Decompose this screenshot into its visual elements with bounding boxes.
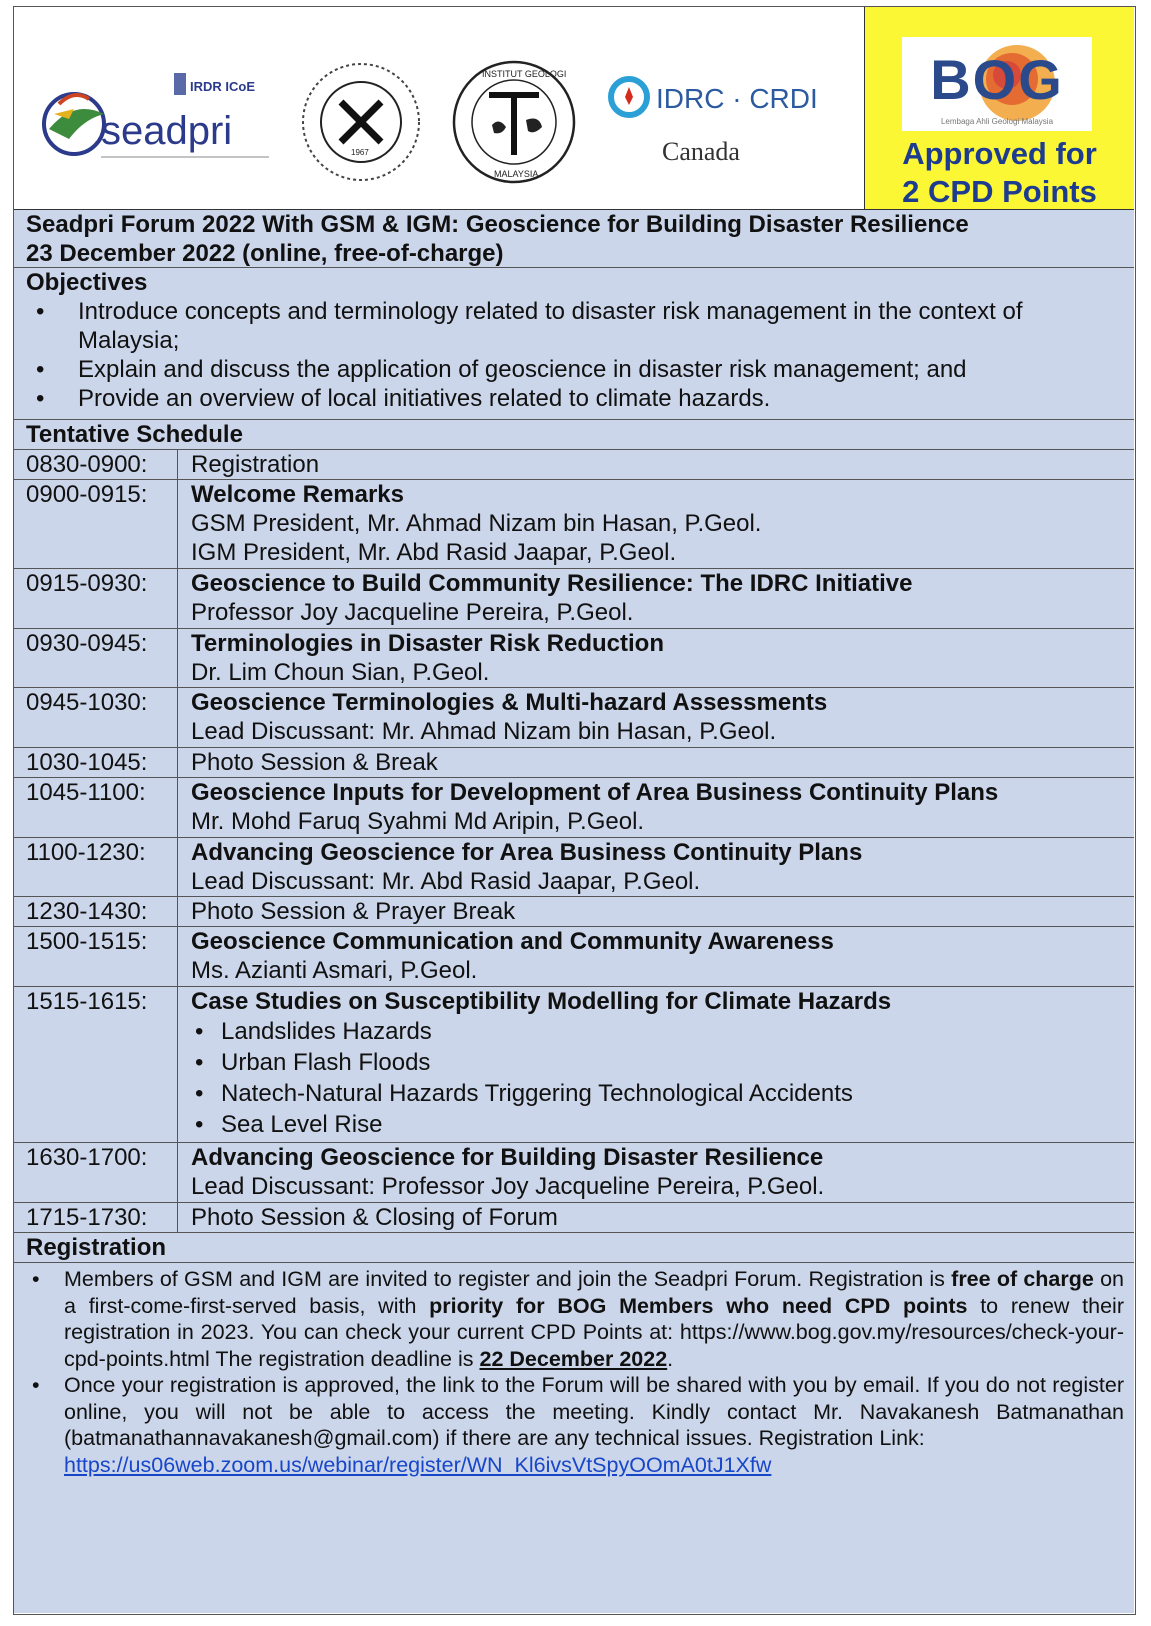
seadpri-text: seadpri — [101, 109, 233, 153]
schedule-item-title: Geoscience Communication and Community Awareness — [191, 928, 834, 955]
bog-logo — [902, 37, 1092, 131]
schedule-speaker: Dr. Lim Choun Sian, P.Geol. — [191, 659, 490, 686]
schedule-time: 1100-1230: — [26, 839, 146, 866]
schedule-speaker: Mr. Mohd Faruq Syahmi Md Aripin, P.Geol. — [191, 808, 645, 835]
reg-deadline: 22 December 2022 — [479, 1346, 668, 1371]
objectives-heading: Objectives — [26, 269, 148, 296]
schedule-item: Photo Session & Prayer Break — [191, 898, 516, 925]
reg-text: to renew their registration in 2023. You can check your current CPD Points at: https://www.bog.gov.my/resources/check-your-cpd-points.html The registration deadline is — [64, 1293, 1124, 1371]
schedule-item-title: Terminologies in Disaster Risk Reduction — [191, 630, 664, 657]
schedule-row — [14, 450, 1134, 480]
igm-top-text: INSTITUT GEOLOGI — [482, 69, 567, 79]
registration-list — [14, 1266, 1134, 1478]
idrc-text: IDRC · CRDI — [656, 83, 818, 114]
registration-heading: Registration — [26, 1234, 167, 1261]
schedule-row — [14, 987, 1134, 1143]
schedule-item-title: Advancing Geoscience for Building Disaster Resilience — [191, 1144, 824, 1171]
bog-subtitle: Lembaga Ahli Geologi Malaysia — [940, 117, 1054, 126]
schedule-item: Registration — [191, 451, 320, 478]
schedule-heading-row — [14, 420, 1134, 450]
objective-item: • Explain and discuss the application of geoscience in disaster risk management; and — [78, 355, 1124, 384]
title-line2: 23 December 2022 (online, free-of-charge) — [26, 240, 504, 267]
schedule-row — [14, 778, 1134, 838]
schedule-time: 1515-1615: — [26, 988, 148, 1015]
bog-letters: BOG — [930, 48, 1064, 111]
schedule-item: Photo Session & Break — [191, 749, 438, 776]
schedule-time: 1630-1700: — [26, 1144, 148, 1171]
schedule-item: Photo Session & Closing of Forum — [191, 1204, 558, 1231]
registration-section — [14, 1263, 1134, 1613]
cpd-line1: Approved for — [902, 136, 1097, 171]
reg-priority: priority for BOG Members who need CPD points — [429, 1293, 968, 1318]
schedule-time: 1500-1515: — [26, 928, 148, 955]
schedule-time: 0915-0930: — [26, 570, 148, 597]
schedule-row — [14, 1143, 1134, 1203]
canada-text: Canada — [662, 137, 740, 166]
registration-paragraph — [64, 1372, 1134, 1478]
schedule-speaker: Ms. Azianti Asmari, P.Geol. — [191, 957, 478, 984]
reg-free-of-charge: free of charge — [951, 1267, 1094, 1291]
logo-row — [14, 7, 865, 210]
irdr-logo — [174, 71, 269, 101]
gsm-seal — [296, 57, 426, 187]
schedule-speaker: Lead Discussant: Professor Joy Jacqueline Pereira, P.Geol. — [191, 1173, 825, 1200]
hazard-item: • Natech-Natural Hazards Triggering Technological Accidents — [221, 1078, 1126, 1109]
schedule-row — [14, 838, 1134, 897]
schedule-speaker: GSM President, Mr. Ahmad Nizam bin Hasan, P.Geol. — [191, 510, 762, 537]
schedule-heading: Tentative Schedule — [26, 421, 243, 448]
objective-item: • Introduce concepts and terminology related to disaster risk management in the context of Malaysia; — [78, 297, 1124, 355]
objectives-list — [14, 297, 1134, 413]
cpd-text — [865, 135, 1134, 211]
schedule-speaker: Lead Discussant: Mr. Ahmad Nizam bin Hasan, P.Geol. — [191, 718, 777, 745]
reg-text: Once your registration is approved, the link to the Forum will be shared with you by email. If you do not register online, you will not be able to access the meeting. Kindly contact Mr. Navakanesh Batmanathan (batmanathannavakanesh@gmail.com) if there are any technical issues. Registration Link: — [64, 1373, 1124, 1450]
forum-title — [14, 210, 1134, 268]
registration-paragraph — [64, 1266, 1134, 1372]
igm-bottom-text: MALAYSIA — [494, 169, 539, 179]
schedule-time: 0830-0900: — [26, 451, 148, 478]
igm-seal — [444, 55, 584, 190]
schedule-time: 0945-1030: — [26, 689, 148, 716]
schedule-time: 1715-1730: — [26, 1204, 148, 1231]
registration-heading-row — [14, 1233, 1134, 1263]
schedule-row — [14, 629, 1134, 688]
schedule-item-title: Geoscience Terminologies & Multi-hazard Assessments — [191, 689, 828, 716]
reg-text: Members of GSM and IGM are invited to register and join the Seadpri Forum. Registration is — [64, 1267, 952, 1291]
reg-text: . — [667, 1346, 674, 1371]
flyer — [13, 6, 1136, 1615]
gsm-year: 1967 — [351, 148, 369, 157]
schedule-row — [14, 480, 1134, 569]
schedule-time: 0930-0945: — [26, 630, 148, 657]
schedule-row — [14, 688, 1134, 748]
hazard-item: • Urban Flash Floods — [221, 1047, 1126, 1078]
hazard-list — [191, 1016, 1126, 1140]
schedule-item-title: Geoscience to Build Community Resilience: The IDRC Initiative — [191, 570, 913, 597]
objectives-section — [14, 268, 1134, 420]
schedule-row — [14, 748, 1134, 778]
registration-link[interactable]: https://us06web.zoom.us/webinar/register/WN_Kl6ivsVtSpyOOmA0tJ1Xfw — [64, 1452, 772, 1477]
title-line1: Seadpri Forum 2022 With GSM & IGM: Geoscience for Building Disaster Resilience — [26, 211, 969, 238]
schedule-row — [14, 569, 1134, 629]
schedule-item-title: Geoscience Inputs for Development of Area Business Continuity Plans — [191, 779, 999, 806]
irdr-text: IRDR ICoE — [190, 79, 255, 94]
reg-text: on a first-come-first-served basis, with — [64, 1267, 1125, 1318]
schedule-row — [14, 1203, 1134, 1233]
cpd-approval-box — [865, 7, 1134, 210]
hazard-item: • Sea Level Rise — [221, 1109, 1126, 1140]
schedule-speaker: Professor Joy Jacqueline Pereira, P.Geol. — [191, 599, 634, 626]
schedule-item-title: Welcome Remarks — [191, 481, 404, 508]
schedule-row — [14, 897, 1134, 927]
schedule-item-title: Case Studies on Susceptibility Modelling for Climate Hazards — [191, 988, 892, 1015]
hazard-item: • Landslides Hazards — [221, 1016, 1126, 1047]
schedule-time: 0900-0915: — [26, 481, 148, 508]
objective-item: • Provide an overview of local initiatives related to climate hazards. — [78, 384, 1124, 413]
schedule-time: 1230-1430: — [26, 898, 148, 925]
schedule-time: 1045-1100: — [26, 779, 146, 806]
schedule-speaker: IGM President, Mr. Abd Rasid Jaapar, P.Geol. — [191, 539, 677, 566]
schedule-speaker: Lead Discussant: Mr. Abd Rasid Jaapar, P.Geol. — [191, 868, 701, 895]
idrc-logo — [604, 72, 819, 172]
schedule-item-title: Advancing Geoscience for Area Business Continuity Plans — [191, 839, 863, 866]
schedule-time: 1030-1045: — [26, 749, 148, 776]
schedule-row — [14, 927, 1134, 987]
cpd-line2: 2 CPD Points — [902, 174, 1097, 209]
